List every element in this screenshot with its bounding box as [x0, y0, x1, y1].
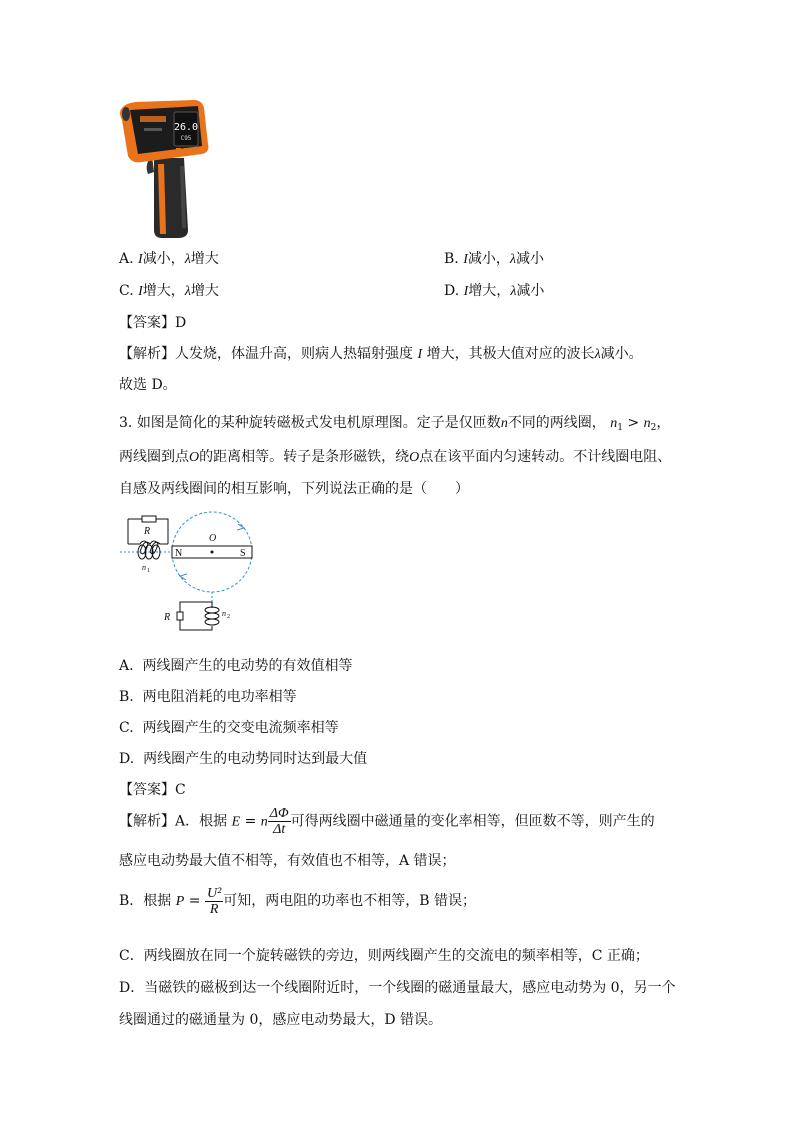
display-main-value: 26.0	[173, 122, 199, 133]
label-r1: R	[144, 526, 151, 537]
thermometer-gun-image	[118, 98, 216, 240]
q3-analysis-a-line2: 感应电动势最大值不相等，有效值也不相等，A 错误；	[119, 853, 456, 869]
q3-stem-line1: 3. 如图是简化的某种旋转磁极式发电机原理图。定子是仅匝数n不同的两线圈， $n_1 > n_2$，	[119, 415, 671, 433]
formula-power-fraction: $\frac{\text{U²}}{R}$	[206, 885, 222, 917]
q3-option-b: B. 两电阻消耗的电功率相等	[119, 689, 297, 705]
q3-analysis-a: 【解析】A．根据 E = n $\frac{\Delta\Phi}{\Delta t}$ 可得两线圈中磁通量的变化率相等，但匝数不等，则产生的	[119, 806, 655, 837]
q3-option-c: C. 两线圈产生的交变电流频率相等	[119, 720, 339, 736]
q2-option-c: C. I增大，λ增大	[119, 283, 219, 299]
label-n1: n	[142, 563, 146, 572]
q3-answer: 【答案】C	[119, 782, 186, 798]
q2-option-a: A. I减小，λ增大	[119, 251, 219, 267]
q2-conclusion: 故选 D。	[119, 377, 177, 393]
q3-option-a: A. 两线圈产生的电动势的有效值相等	[119, 658, 353, 674]
label-n1-sub: 1	[147, 568, 150, 574]
display-sub-value: C95	[180, 135, 192, 142]
label-south: S	[240, 548, 246, 559]
label-o: O	[209, 533, 217, 544]
q2-option-d: D. I增大，λ减小	[444, 283, 545, 299]
q3-analysis-d-line2: 线圈通过的磁通量为 0，感应电动势最大，D 错误。	[119, 1012, 443, 1028]
label-north: N	[175, 548, 183, 559]
label-r2: R	[164, 612, 171, 623]
q2-answer: 【答案】D	[119, 315, 187, 331]
resistor-top	[142, 516, 156, 522]
q2-option-b: B. I减小，λ减小	[444, 251, 544, 267]
q3-analysis-c: C．两线圈放在同一个旋转磁铁的旁边，则两线圈产生的交流电的频率相等，C 正确；	[119, 948, 649, 964]
generator-diagram	[120, 508, 270, 640]
label-n2-sub: 2	[227, 614, 230, 620]
resistor-bottom	[177, 612, 183, 620]
q3-stem-line2: 两线圈到点O的距离相等。转子是条形磁铁，绕O点在该平面内匀速转动。不计线圈电阻、	[119, 449, 672, 465]
label-n2: n	[222, 609, 226, 618]
q3-option-d: D. 两线圈产生的电动势同时达到最大值	[119, 751, 368, 767]
q2-analysis: 【解析】人发烧，体温升高，则病人热辐射强度 I 增大，其极大值对应的波长λ减小。	[119, 346, 643, 362]
q3-analysis-d-line1: D．当磁铁的磁极到达一个线圈附近时，一个线圈的磁通量最大，感应电动势为 0，另一个	[119, 980, 676, 996]
formula-emf-fraction: $\frac{\Delta\Phi}{\Delta t}$	[269, 806, 289, 837]
q3-analysis-b: B．根据 P = $\frac{\text{U²}}{R}$ 可知，两电阻的功率也不相等，B 错误；	[119, 885, 477, 917]
q3-stem-line3: 自感及两线圈间的相互影响，下列说法正确的是（ ）	[119, 481, 469, 497]
